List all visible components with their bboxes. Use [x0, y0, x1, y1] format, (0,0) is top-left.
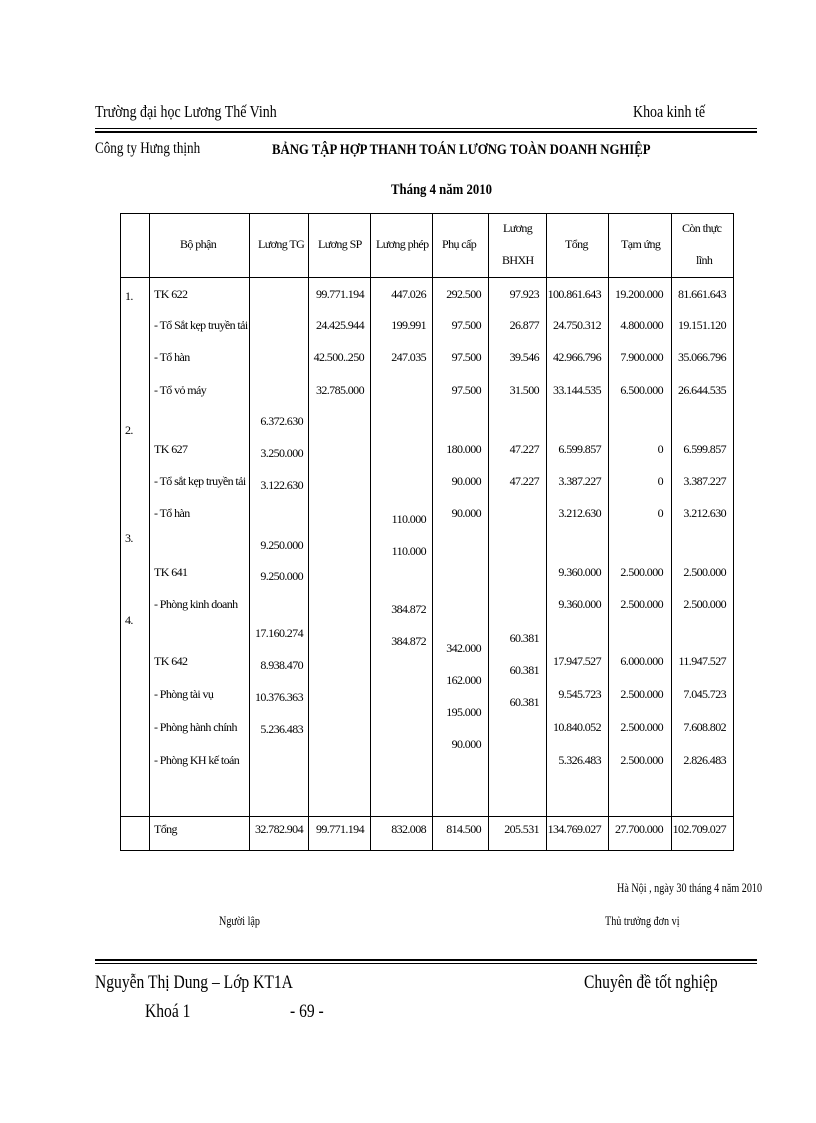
department-name: - Phòng kinh doanh — [154, 597, 238, 611]
footer-rule-thin — [95, 963, 757, 964]
section-number: 3. — [125, 531, 133, 545]
thesis-topic: Chuyên đề tốt nghiệp — [584, 972, 718, 993]
col-line — [370, 213, 371, 851]
preparer-label: Người lập — [219, 913, 260, 928]
luong-bhxh-value: 47.227 — [509, 474, 539, 488]
head-of-unit-label: Thủ trưởng đơn vị — [605, 913, 680, 928]
luong-phep-value: 384.872 — [391, 634, 426, 648]
con-thuc-linh-value: 2.500.000 — [683, 597, 726, 611]
header-rule-thin — [95, 128, 757, 129]
phu-cap-value: 195.000 — [446, 705, 481, 719]
tam-ung-value: 2.500.000 — [620, 753, 663, 767]
con-thuc-linh-value: 11.947.527 — [678, 654, 726, 668]
con-thuc-linh-value: 26.644.535 — [677, 383, 726, 397]
department-name: - Tổ hàn — [154, 506, 190, 520]
tong-value: 24.750.312 — [552, 318, 601, 332]
section-number: 4. — [125, 613, 133, 627]
tong-value: 5.326.483 — [558, 753, 601, 767]
phu-cap-value: 90.000 — [451, 474, 481, 488]
header-divider — [120, 277, 734, 278]
tong-value: 9.360.000 — [558, 597, 601, 611]
col-line — [432, 213, 433, 851]
col-line — [608, 213, 609, 851]
header-con-thuc-linh-line2: lĩnh — [696, 253, 713, 267]
con-thuc-linh-value: 2.500.000 — [683, 565, 726, 579]
tam-ung-value: 2.500.000 — [620, 720, 663, 734]
department-name: TK 642 — [154, 654, 188, 668]
luong-bhxh-value: 31.500 — [509, 383, 539, 397]
luong-tg-value: 5.236.483 — [260, 722, 303, 736]
total-label: Tổng — [154, 822, 177, 836]
section-number: 1. — [125, 289, 133, 303]
tong-value: 6.599.857 — [558, 442, 601, 456]
luong-phep-value: 247.035 — [391, 350, 426, 364]
luong-phep-value: 384.872 — [391, 602, 426, 616]
tam-ung-value: 6.000.000 — [620, 654, 663, 668]
col-line — [546, 213, 547, 851]
col-line — [149, 213, 150, 851]
phu-cap-value: 292.500 — [446, 287, 481, 301]
tam-ung-value: 4.800.000 — [620, 318, 663, 332]
luong-phep-value: 110.000 — [391, 512, 426, 526]
header-con-thuc-linh-line1: Còn thực — [682, 221, 722, 235]
luong-bhxh-value: 47.227 — [509, 442, 539, 456]
col-line — [308, 213, 309, 851]
con-thuc-linh-value: 19.151.120 — [677, 318, 726, 332]
header-tong: Tổng — [565, 237, 588, 251]
total-luong-bhxh: 205.531 — [504, 822, 539, 836]
luong-tg-value: 9.250.000 — [260, 538, 303, 552]
phu-cap-value: 97.500 — [451, 350, 481, 364]
document-period: Tháng 4 năm 2010 — [391, 182, 492, 198]
header-luong-tg: Lương TG — [258, 237, 305, 251]
total-luong-tg: 32.782.904 — [254, 822, 303, 836]
luong-tg-value: 3.122.630 — [260, 478, 303, 492]
table-border-right — [733, 213, 734, 851]
tong-value: 3.387.227 — [558, 474, 601, 488]
tam-ung-value: 2.500.000 — [620, 565, 663, 579]
tam-ung-value: 0 — [657, 474, 663, 488]
tam-ung-value: 0 — [657, 506, 663, 520]
phu-cap-value: 342.000 — [446, 641, 481, 655]
tong-value: 100.861.643 — [547, 287, 601, 301]
department-name: - Tổ Sắt kẹp truyền tải — [154, 318, 248, 332]
tam-ung-value: 2.500.000 — [620, 687, 663, 701]
total-tong: 134.769.027 — [547, 822, 601, 836]
tong-value: 9.360.000 — [558, 565, 601, 579]
school-name: Trường đại học Lương Thế Vinh — [95, 102, 277, 121]
tam-ung-value: 7.900.000 — [620, 350, 663, 364]
tong-value: 17.947.527 — [552, 654, 601, 668]
tam-ung-value: 6.500.000 — [620, 383, 663, 397]
con-thuc-linh-value: 7.045.723 — [683, 687, 726, 701]
phu-cap-value: 97.500 — [451, 383, 481, 397]
luong-tg-value: 17.160.274 — [254, 626, 303, 640]
con-thuc-linh-value: 6.599.857 — [683, 442, 726, 456]
con-thuc-linh-value: 81.661.643 — [677, 287, 726, 301]
header-bo-phan: Bộ phận — [180, 237, 217, 251]
luong-bhxh-value: 26.877 — [509, 318, 539, 332]
table-border-left — [120, 213, 121, 851]
course-label: Khoá 1 — [145, 1001, 191, 1022]
luong-sp-value: 99.771.194 — [315, 287, 364, 301]
phu-cap-value: 90.000 — [451, 506, 481, 520]
luong-bhxh-value: 60.381 — [509, 695, 539, 709]
tong-value: 9.545.723 — [558, 687, 601, 701]
con-thuc-linh-value: 3.387.227 — [683, 474, 726, 488]
phu-cap-value: 90.000 — [451, 737, 481, 751]
luong-tg-value: 3.250.000 — [260, 446, 303, 460]
con-thuc-linh-value: 2.826.483 — [683, 753, 726, 767]
luong-tg-value: 9.250.000 — [260, 569, 303, 583]
tong-value: 3.212.630 — [558, 506, 601, 520]
department-name: - Tổ sắt kẹp truyền tải — [154, 474, 246, 488]
luong-sp-value: 24.425.944 — [315, 318, 364, 332]
col-line — [249, 213, 250, 851]
phu-cap-value: 180.000 — [446, 442, 481, 456]
luong-tg-value: 6.372.630 — [260, 414, 303, 428]
section-number: 2. — [125, 423, 133, 437]
luong-bhxh-value: 39.546 — [509, 350, 539, 364]
header-luong-bhxh-line1: Lương — [503, 221, 533, 235]
tong-value: 10.840.052 — [552, 720, 601, 734]
department-name: - Phòng KH kế toán — [154, 753, 240, 767]
luong-tg-value: 8.938.470 — [260, 658, 303, 672]
company-name: Công ty Hưng thịnh — [95, 140, 201, 157]
header-luong-sp: Lương SP — [318, 237, 362, 251]
faculty-name: Khoa kinh tế — [633, 102, 706, 121]
luong-sp-value: 32.785.000 — [315, 383, 364, 397]
table-border-bottom — [120, 850, 734, 851]
total-divider — [120, 816, 734, 817]
department-name: TK 627 — [154, 442, 188, 456]
department-name: TK 622 — [154, 287, 188, 301]
page-number: - 69 - — [290, 1001, 324, 1022]
document-title: BẢNG TẬP HỢP THANH TOÁN LƯƠNG TOÀN DOANH NGHIỆP — [272, 142, 651, 158]
tong-value: 42.966.796 — [552, 350, 601, 364]
luong-sp-value: 42.500..250 — [313, 350, 364, 364]
department-name: TK 641 — [154, 565, 188, 579]
department-name: - Phòng hành chính — [154, 720, 237, 734]
luong-bhxh-value: 60.381 — [509, 631, 539, 645]
luong-phep-value: 447.026 — [391, 287, 426, 301]
con-thuc-linh-value: 35.066.796 — [677, 350, 726, 364]
col-line — [671, 213, 672, 851]
header-phu-cap: Phụ cấp — [442, 237, 477, 251]
luong-bhxh-value: 97.923 — [509, 287, 539, 301]
header-tam-ung: Tạm ứng — [621, 237, 661, 251]
date-line: Hà Nội , ngày 30 tháng 4 năm 2010 — [617, 880, 763, 895]
total-luong-sp: 99.771.194 — [315, 822, 364, 836]
header-luong-bhxh-line2: BHXH — [502, 253, 534, 267]
tam-ung-value: 2.500.000 — [620, 597, 663, 611]
con-thuc-linh-value: 7.608.802 — [683, 720, 726, 734]
con-thuc-linh-value: 3.212.630 — [683, 506, 726, 520]
author-name: Nguyễn Thị Dung – Lớp KT1A — [95, 972, 293, 993]
luong-phep-value: 199.991 — [391, 318, 426, 332]
tam-ung-value: 19.200.000 — [614, 287, 663, 301]
phu-cap-value: 162.000 — [446, 673, 481, 687]
luong-phep-value: 110.000 — [391, 544, 426, 558]
tam-ung-value: 0 — [657, 442, 663, 456]
header-luong-phep: Lương phép — [376, 237, 429, 251]
total-phu-cap: 814.500 — [446, 822, 481, 836]
department-name: - Tổ hàn — [154, 350, 190, 364]
tong-value: 33.144.535 — [552, 383, 601, 397]
total-tam-ung: 27.700.000 — [614, 822, 663, 836]
phu-cap-value: 97.500 — [451, 318, 481, 332]
department-name: - Tổ vỏ máy — [154, 383, 207, 397]
table-border-top — [120, 213, 734, 214]
luong-bhxh-value: 60.381 — [509, 663, 539, 677]
total-luong-phep: 832.008 — [391, 822, 426, 836]
col-line — [488, 213, 489, 851]
header-rule-thick — [95, 131, 757, 133]
department-name: - Phòng tài vụ — [154, 687, 214, 701]
payroll-table — [120, 213, 734, 851]
footer-rule-thick — [95, 959, 757, 961]
total-con-thuc-linh: 102.709.027 — [672, 822, 726, 836]
luong-tg-value: 10.376.363 — [254, 690, 303, 704]
